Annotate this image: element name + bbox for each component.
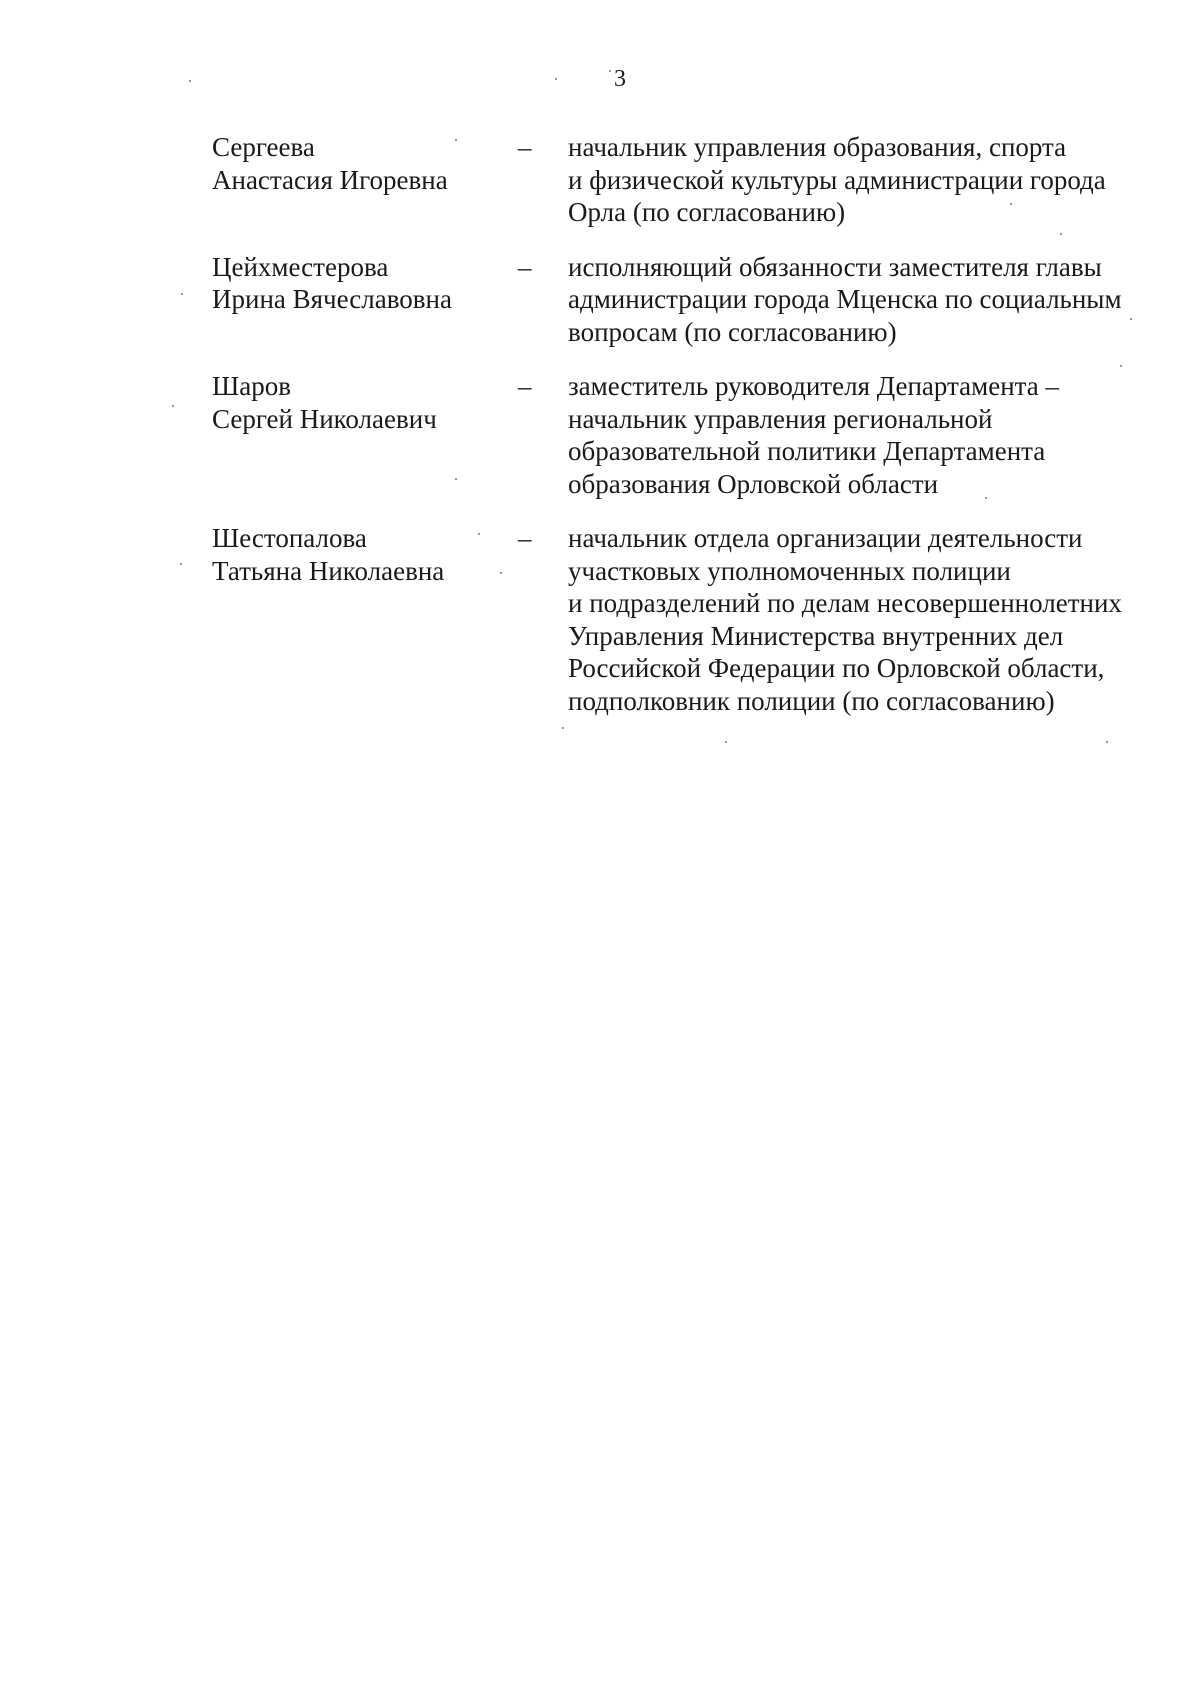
member-surname: Цейхместерова	[212, 251, 389, 282]
entry-dash: –	[518, 371, 532, 401]
page-number: 3	[614, 66, 626, 92]
member-list	[212, 131, 1172, 717]
scan-speck	[478, 533, 480, 535]
scan-speck	[455, 478, 457, 480]
member-given-names: Сергей Николаевич	[212, 403, 437, 434]
member-entry-tseikhmesterova	[212, 251, 1172, 349]
scan-speck	[172, 405, 174, 407]
member-given-names: Анастасия Игоревна	[212, 164, 448, 195]
scan-speck	[180, 563, 182, 565]
member-given-names: Ирина Вячеславовна	[212, 284, 452, 314]
scan-speck	[181, 293, 183, 295]
member-name	[212, 370, 518, 435]
member-given-names: Татьяна Николаевна	[212, 555, 445, 586]
member-role: исполняющий обязанности заместителя главы администрации города Мценска по социальным вопросам (по согласованию)	[568, 251, 1122, 347]
scan-speck	[1010, 203, 1012, 205]
scan-speck	[500, 572, 502, 574]
scan-speck	[189, 80, 191, 82]
member-entry-shestopalova	[212, 522, 1172, 717]
member-surname: Сергеева	[212, 132, 315, 162]
entry-dash: –	[518, 251, 532, 282]
scan-speck	[562, 727, 564, 729]
member-name	[212, 251, 518, 316]
member-name	[212, 522, 518, 587]
member-name	[212, 131, 518, 196]
member-surname: Шаров	[212, 371, 291, 401]
member-role: начальник отдела организации деятельности участковых уполномоченных полиции и подразделений по делам несовершеннолетних Управления Министерства внутренних дел Российской Федерации по Орловской области, подполковник полиции (по согласованию)	[568, 523, 1122, 716]
entry-dash: –	[518, 132, 532, 162]
scan-speck	[555, 78, 557, 80]
scan-speck	[1106, 741, 1108, 743]
scan-speck	[985, 497, 987, 499]
member-entry-sergeeva	[212, 131, 1172, 229]
entry-dash: –	[518, 523, 532, 553]
member-entry-sharov	[212, 370, 1172, 500]
scan-speck	[455, 139, 457, 141]
member-role: заместитель руководителя Департамента – начальник управления региональной образовательной политики Департамента образования Орловской области	[568, 371, 1060, 499]
member-role: начальник управления образования, спорта и физической культуры администрации города Орла (по согласованию)	[568, 132, 1106, 227]
scan-speck	[1060, 233, 1062, 235]
scan-speck	[1130, 318, 1132, 320]
scan-speck	[1120, 365, 1122, 367]
scan-speck	[725, 741, 727, 743]
member-surname: Шестопалова	[212, 523, 367, 553]
scan-speck	[609, 70, 611, 72]
